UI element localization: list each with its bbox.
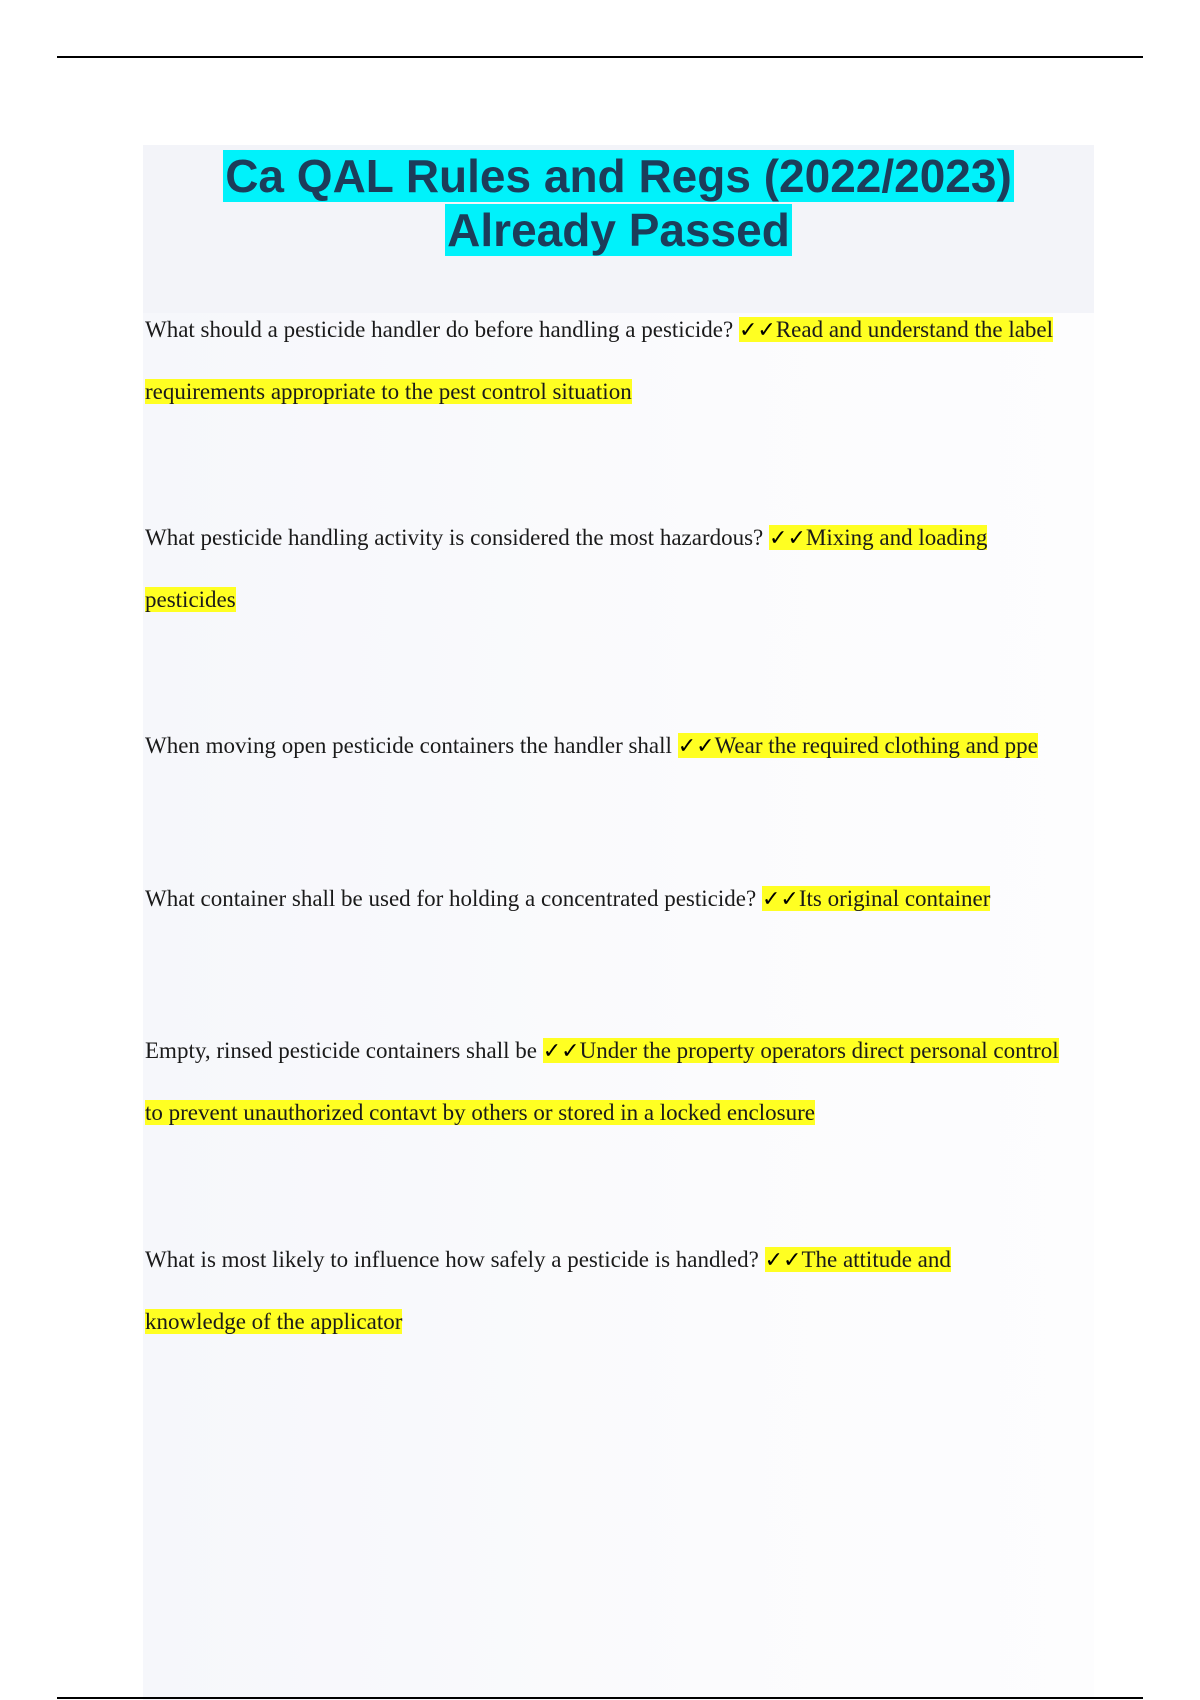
double-check-icon: ✓✓ <box>764 1248 802 1273</box>
document-title-text: Ca QAL Rules and Regs (2022/2023) Already Passed <box>225 150 1012 256</box>
answer-text: The attitude and knowledge of the applicator <box>145 1247 951 1334</box>
bottom-rule <box>57 1697 1143 1699</box>
document-title <box>143 149 1094 257</box>
qa-item-4 <box>145 868 1075 930</box>
question-text: What container shall be used for holding a concentrated pesticide? <box>145 886 757 911</box>
question-text: What is most likely to influence how safely a pesticide is handled? <box>145 1247 759 1272</box>
answer-text: Its original container <box>798 886 991 911</box>
double-check-icon: ✓✓ <box>769 526 806 551</box>
answer-highlight <box>762 886 990 911</box>
title-block <box>143 145 1094 313</box>
answer-text: Read and understand the label requirements appropriate to the pest control situation <box>145 317 1054 404</box>
qa-item-3 <box>145 715 1105 777</box>
answer-highlight <box>678 733 1038 758</box>
answer-text: Under the property operators direct personal control to prevent unauthorized contavt by others or stored in a locked enclosure <box>145 1038 1059 1125</box>
double-check-icon: ✓✓ <box>542 1039 580 1064</box>
question-text: Empty, rinsed pesticide containers shall be <box>145 1038 537 1063</box>
question-text: What pesticide handling activity is considered the most hazardous? <box>145 525 764 550</box>
qa-item-2 <box>145 507 1075 630</box>
double-check-icon: ✓✓ <box>761 887 799 912</box>
qa-item-5 <box>145 1020 1065 1143</box>
answer-text: Wear the required clothing and ppe <box>714 733 1038 758</box>
question-text: What should a pesticide handler do before handling a pesticide? <box>145 317 734 342</box>
top-rule <box>57 56 1143 58</box>
question-text: When moving open pesticide containers the handler shall <box>145 733 672 758</box>
qa-item-6 <box>145 1229 1045 1352</box>
double-check-icon: ✓✓ <box>738 318 776 343</box>
double-check-icon: ✓✓ <box>677 734 715 759</box>
answer-text: Mixing and loading pesticides <box>145 525 988 612</box>
qa-item-1 <box>145 299 1075 422</box>
